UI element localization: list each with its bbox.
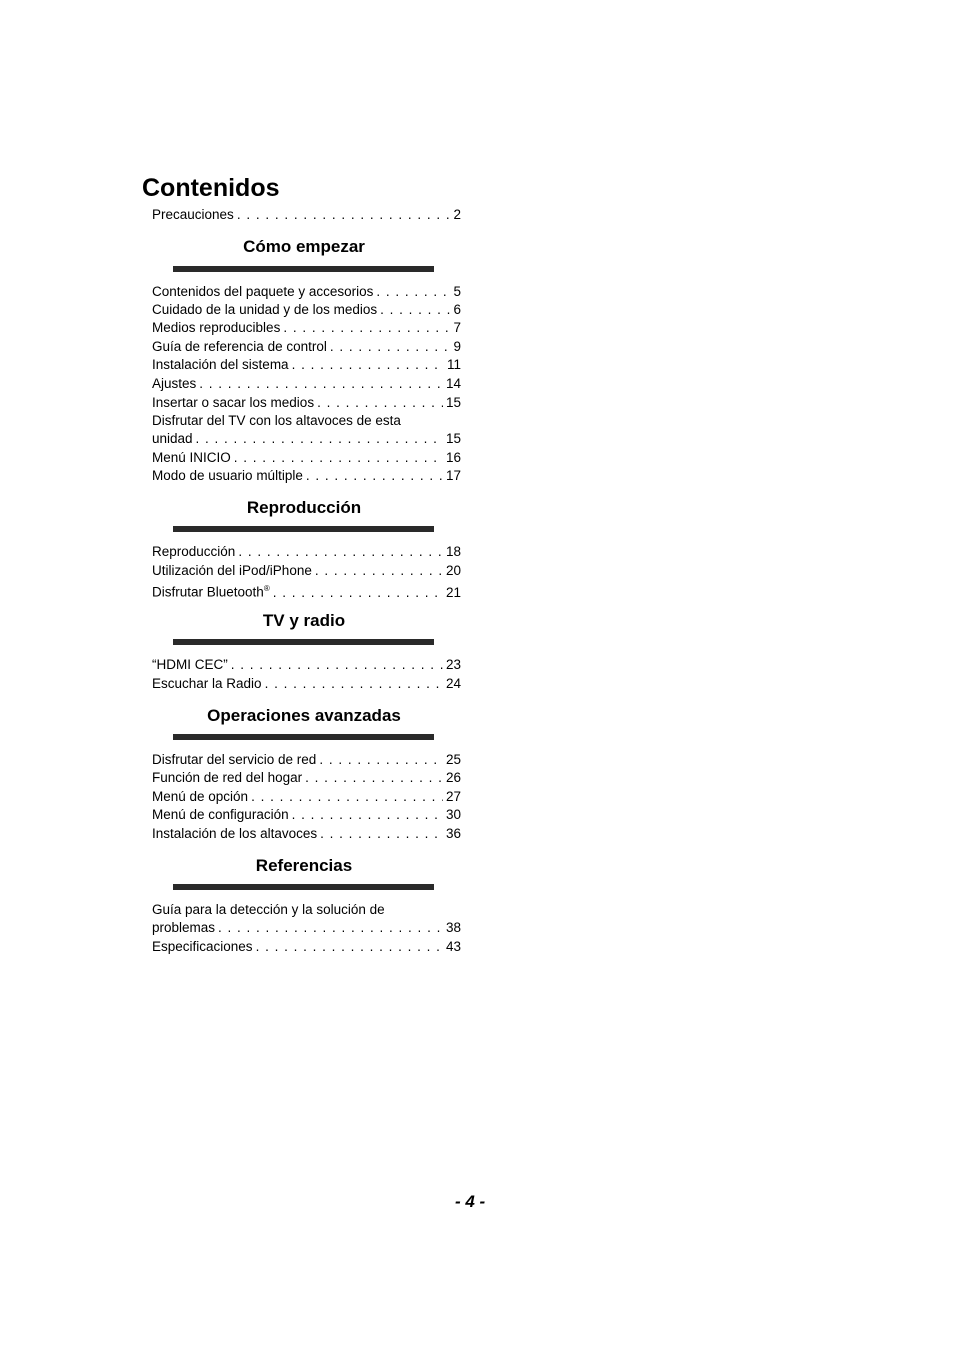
toc-leader [234, 449, 443, 467]
toc-entry-page: 2 [453, 207, 461, 222]
toc-entry [152, 449, 461, 467]
section-rule [173, 526, 434, 532]
toc-entry [152, 580, 461, 602]
section-heading: TV y radio [262, 611, 346, 630]
toc-entry-page: 17 [445, 468, 461, 483]
toc-entry-title: Contenidos del paquete y accesorios [152, 284, 374, 299]
toc-entry [152, 562, 461, 580]
section-rule [173, 639, 434, 645]
toc-leader [256, 938, 443, 956]
toc-entry [152, 467, 461, 485]
toc-entry-page: 43 [445, 939, 461, 954]
toc-entry-page: 11 [446, 357, 461, 372]
toc-leader [231, 656, 443, 674]
toc-entry-title: Utilización del iPod/iPhone [152, 563, 312, 578]
toc-leader [315, 562, 443, 580]
toc-entry [152, 919, 461, 937]
toc-entry-page: 15 [445, 395, 461, 410]
toc-entry-page: 23 [445, 657, 461, 672]
toc-entry-title-line1: Disfrutar del TV con los altavoces de esta [152, 413, 401, 428]
toc-leader [319, 751, 443, 769]
toc-entry [152, 938, 461, 956]
toc-entry-page: 9 [453, 339, 461, 354]
toc-entry-title: Medios reproducibles [152, 320, 281, 335]
toc-entry [152, 394, 461, 412]
toc-leader [196, 430, 443, 448]
toc-entry [152, 301, 461, 319]
toc-leader [317, 394, 443, 412]
toc-leader [330, 338, 451, 356]
section-heading: Reproducción [246, 498, 362, 517]
toc-leader [320, 825, 443, 843]
toc-entry-title: Modo de usuario múltiple [152, 468, 303, 483]
toc-entry-page: 25 [445, 752, 461, 767]
page-number: - 4 - [455, 1192, 486, 1211]
toc-leader [380, 301, 450, 319]
toc-entry [152, 769, 461, 787]
toc-leader [292, 356, 444, 374]
toc-entry [152, 206, 461, 224]
page-title: Contenidos [142, 174, 280, 202]
toc-entry [152, 656, 461, 674]
toc-entry-title: Menú de configuración [152, 807, 289, 822]
toc-leader [218, 919, 443, 937]
toc-leader [306, 467, 443, 485]
toc-entry [152, 543, 461, 561]
toc-entry-page: 27 [445, 789, 461, 804]
toc-leader [237, 206, 451, 224]
toc-entry-title: “HDMI CEC” [152, 657, 228, 672]
toc-entry-page: 15 [445, 431, 461, 446]
toc-entry-title: Instalación del sistema [152, 357, 289, 372]
toc-entry-page: 18 [445, 544, 461, 559]
toc-entry-page: 16 [445, 450, 461, 465]
toc-entry-title: Cuidado de la unidad y de los medios [152, 302, 378, 317]
toc-entry [152, 430, 461, 448]
toc-leader [251, 788, 443, 806]
toc-entry-title: Guía de referencia de control [152, 339, 327, 354]
toc-entry [152, 675, 461, 693]
section-heading: Cómo empezar [243, 237, 365, 256]
toc-entry [152, 751, 461, 769]
toc-entry-page: 6 [453, 302, 461, 317]
toc-entry-title: Menú de opción [152, 789, 249, 804]
toc-entry-title: Precauciones [152, 207, 234, 222]
toc-leader [238, 543, 443, 561]
toc-entry-title: Disfrutar del servicio de red [152, 752, 317, 767]
toc-entry-title: problemas [152, 920, 216, 935]
toc-leader [376, 283, 450, 301]
section-heading: Operaciones avanzadas [207, 706, 401, 725]
toc-leader [305, 769, 443, 787]
toc-entry-title: Función de red del hogar [152, 770, 303, 785]
toc-entry [152, 338, 461, 356]
toc-entry-title: Especificaciones [152, 939, 253, 954]
toc-entry-title: Insertar o sacar los medios [152, 395, 315, 410]
toc-entry-title-line1: Guía para la detección y la solución de [152, 902, 385, 917]
toc-entry-title: unidad [152, 431, 193, 446]
toc-entry-page: 7 [453, 320, 461, 335]
toc-entry-page: 26 [445, 770, 461, 785]
toc-leader [265, 675, 443, 693]
registered-mark: ® [263, 584, 270, 593]
toc-entry-page: 36 [445, 826, 461, 841]
toc-entry [152, 788, 461, 806]
toc-entry-page: 38 [445, 920, 461, 935]
toc-entry [152, 375, 461, 393]
toc-entry [152, 356, 461, 374]
toc-entry-page: 14 [445, 376, 461, 391]
toc-entry-page: 24 [445, 676, 461, 691]
toc-entry-title: Reproducción [152, 544, 236, 559]
toc-entry-page: 21 [445, 584, 461, 600]
toc-entry [152, 283, 461, 301]
toc-leader [273, 584, 443, 602]
toc-entry [152, 825, 461, 843]
toc-entry-page: 5 [453, 284, 461, 299]
toc-entry [152, 806, 461, 824]
toc-leader [283, 319, 450, 337]
section-rule [173, 734, 434, 740]
toc-entry-title: Disfrutar Bluetooth® [152, 584, 270, 600]
toc-entry-title: Ajustes [152, 376, 197, 391]
toc-entry-page: 20 [445, 563, 461, 578]
section-heading: Referencias [255, 856, 353, 875]
toc-leader [292, 806, 443, 824]
section-rule [173, 266, 434, 272]
toc-entry [152, 319, 461, 337]
section-rule [173, 884, 434, 890]
toc-leader [199, 375, 443, 393]
toc-entry-title: Instalación de los altavoces [152, 826, 318, 841]
toc-entry-page: 30 [445, 807, 461, 822]
toc-entry-title: Menú INICIO [152, 450, 231, 465]
toc-entry-title: Escuchar la Radio [152, 676, 262, 691]
